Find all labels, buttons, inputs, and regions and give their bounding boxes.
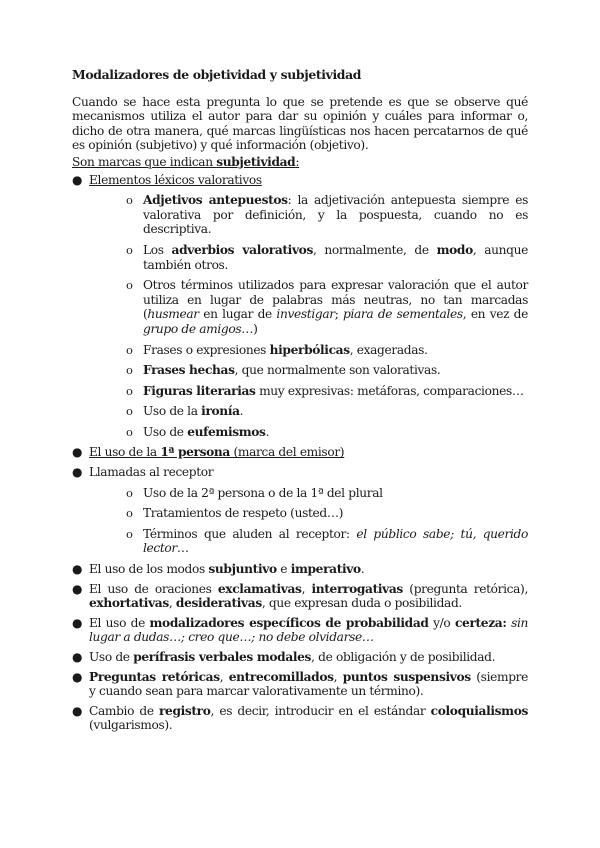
sublist-item-adverbios: o Los adverbios valorativos, normalmente, de modo, aunque también otros.	[126, 242, 528, 272]
lexicos-sublist	[89, 193, 528, 439]
bullet-icon: o	[126, 485, 133, 500]
sublist-item-ironia: o Uso de la ironía.	[126, 404, 244, 419]
sublist-item-otros-terminos: o Otros términos utilizados para expresar valoración que el autor utiliza en lugar de palabras más neutras, no tan marcadas (husmear en lugar de investigar; piara de sementales, en vez de grupo de amigos…)	[126, 278, 528, 336]
lexicos-label: Elementos léxicos valorativos	[89, 172, 262, 187]
sublist-item-eufemismos: o Uso de eufemismos.	[126, 424, 270, 439]
bullet-icon: ●	[72, 703, 83, 718]
bullet-icon: o	[126, 278, 133, 293]
list-item-perifrasis: ● Uso de perífrasis verbales modales, de obligación y de posibilidad.	[72, 650, 496, 664]
bullet-icon: ●	[72, 445, 83, 460]
intro-paragraph: Cuando se hace esta pregunta lo que se pretende es que se observe qué mecanismos utiliza el autor para dar su opinión y cuáles para informar o, dicho de otra manera, qué marcas lingüísticas nos hacen percatarnos de qué es opinión (subjetivo) y qué información (objetivo).	[72, 94, 528, 153]
bullet-icon: ●	[72, 172, 83, 187]
bullet-icon: ●	[72, 581, 83, 596]
sublist-item-aluden: o Términos que aluden al receptor: el público sabe; tú, querido lector…	[126, 526, 528, 556]
page-title: Modalizadores de objetividad y subjetividad	[72, 67, 362, 82]
bullet-icon: o	[126, 383, 133, 398]
bullet-icon: o	[126, 526, 133, 541]
sublist-item-figuras: o Figuras literarias muy expresivas: metáforas, comparaciones…	[126, 383, 524, 398]
bullet-icon: ●	[72, 650, 83, 664]
list-item-modos: ● El uso de los modos subjuntivo e imperativo.	[72, 562, 365, 577]
sublist-item-plural: o Uso de la 2ª persona o de la 1ª del plural	[126, 485, 383, 500]
bullet-icon: o	[126, 506, 133, 521]
list-item-lexicos	[72, 173, 528, 440]
receptor-sublist	[89, 486, 528, 556]
bullet-icon: ●	[72, 615, 83, 630]
list-item-preguntas: ● Preguntas retóricas, entrecomillados, puntos suspensivos (siempre y cuando sean para marcar valorativamente un término).	[72, 669, 528, 699]
bullet-icon: o	[126, 363, 133, 378]
bullet-icon: o	[126, 342, 133, 357]
document-page	[72, 68, 528, 738]
bullet-icon: ●	[72, 669, 83, 684]
list-item-registro: ● Cambio de registro, es decir, introducir en el estándar coloquialismos (vulgarismos).	[72, 703, 528, 733]
bullet-icon: o	[126, 242, 133, 257]
list-item-primera-persona: ● El uso de la 1ª persona (marca del emisor)	[72, 445, 345, 460]
receptor-label: Llamadas al receptor	[89, 465, 214, 480]
sublist-item-adjetivos: o Adjetivos antepuestos: la adjetivación antepuesta siempre es valorativa por definición, y la pospuesta, cuando no es descriptiva.	[126, 193, 528, 237]
bullet-icon: ●	[72, 465, 83, 480]
bullet-icon: ●	[72, 562, 83, 577]
sublist-item-hiperbolicas: o Frases o expresiones hiperbólicas, exageradas.	[126, 342, 428, 357]
list-item-oraciones: ● El uso de oraciones exclamativas, interrogativas (pregunta retórica), exhortativas, desiderativas, que expresan duda o posibilidad.	[72, 581, 528, 611]
list-item-receptor	[72, 465, 528, 556]
sublist-item-respeto: o Tratamientos de respeto (usted…)	[126, 506, 344, 521]
bullet-icon: o	[126, 193, 133, 208]
sublist-item-frases-hechas: o Frases hechas, que normalmente son valorativas.	[126, 363, 441, 378]
subjetividad-list	[72, 173, 528, 733]
bullet-icon: o	[126, 424, 133, 439]
list-item-modalizadores: ● El uso de modalizadores específicos de probabilidad y/o certeza: sin lugar a dudas…; creo que…; no debe olvidarse…	[72, 615, 529, 645]
bullet-icon: o	[126, 404, 133, 419]
subjetividad-heading: Son marcas que indican subjetividad:	[72, 154, 300, 169]
